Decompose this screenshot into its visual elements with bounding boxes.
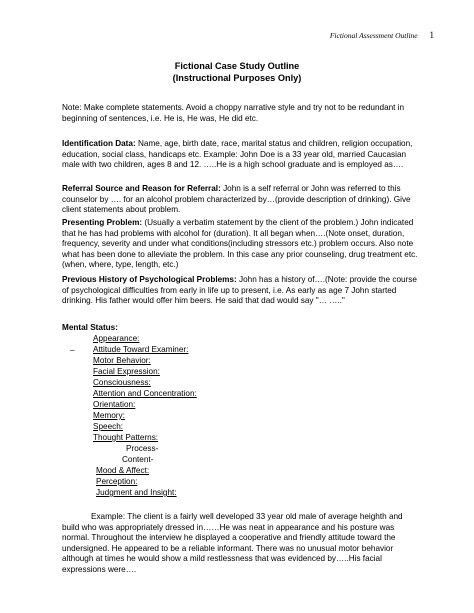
- history-paragraph: [62, 275, 420, 307]
- mental-status-item: Motor Behavior:: [93, 356, 151, 365]
- mental-status-item: Facial Expression:: [93, 367, 160, 376]
- note-paragraph: Note: Make complete statements. Avoid a choppy narrative style and try not to be redundant in beginning of sentences, i.e. He is, He was, He did etc.: [62, 103, 405, 123]
- mental-status-heading: Mental Status:: [62, 323, 118, 332]
- running-title: Fictional Assessment Outline: [329, 31, 418, 40]
- mental-status-item: Memory:: [93, 411, 125, 420]
- presenting-label: Presenting Problem:: [62, 218, 143, 227]
- example-paragraph: Example: The client is a fairly well developed 33 year old male of average heighth and build who was appropriately dressed in……He was neat in appearance and his posture was normal. Throughout the interview he displayed a cooperative and friendly attitude toward the undersigned. He appeared to be a reliable informant. There was no unusual motor behavior although at times he would show a mild restlessness that was evidenced by…..His facial expressions were….: [62, 512, 403, 574]
- referral-label: Referral Source and Reason for Referral:: [62, 184, 221, 193]
- referral-text: John is a self referral or John was referred to this counselor by …. for an alcohol problem characterized by…(provide description of drinking). Give client statements about problem.: [62, 184, 411, 215]
- identification-label: Identification Data:: [62, 139, 136, 148]
- mental-status-item: Attention and Concentration:: [93, 389, 197, 398]
- presenting-paragraph: [62, 218, 420, 271]
- mental-status-item: Judgment and Insight:: [96, 488, 177, 497]
- mental-status-item: Appearance:: [93, 334, 140, 343]
- mental-status-item: Orientation:: [93, 400, 136, 409]
- mental-status-item: Consciousness:: [93, 378, 151, 387]
- mental-status-subitem: Process-: [126, 444, 159, 453]
- mental-status-item: Thought Patterns:: [93, 433, 159, 442]
- mental-status-item: Attitude Toward Examiner:: [93, 345, 189, 354]
- title-line-2: (Instructional Purposes Only): [172, 73, 302, 83]
- stray-mark: _: [70, 342, 75, 351]
- title-line-1: Fictional Case Study Outline: [174, 61, 300, 71]
- history-text: John has a history of….(Note: provide the course of psychological difficulties from early in life up to present, i.e. As early as age 7 John started drinking. His father would offer him beers. He said that dad would say "… …..": [62, 275, 417, 306]
- mental-status-item: Mood & Affect:: [96, 466, 150, 475]
- presenting-text: (Usually a verbatim statement by the client of the problem.) John indicated that he has had problems with alcohol for (duration). It all began when….(Note onset, duration, frequency, severity and under what conditions(including stressors etc.) problem occurs. Also note what has been done to alleviate the problem. In this case any prior counseling, drug treatment etc.(when, where, type, length, etc.): [62, 218, 418, 270]
- mental-status-subitem: Content-: [122, 455, 154, 464]
- mental-status-item: Speech:: [93, 422, 124, 431]
- document-title: [0, 60, 474, 84]
- identification-text: Name, age, birth date, race, marital status and children, religion occupation, education, social class, handicaps etc. Example: John Doe is a 33 year old, married Caucasian male with two children, ages 8 and 12. …..He is a high school graduate and is employed as….: [62, 139, 413, 170]
- history-label: Previous History of Psychological Problems:: [62, 275, 237, 284]
- page-number: 1: [429, 30, 434, 40]
- running-header: [330, 30, 434, 40]
- identification-paragraph: [62, 139, 420, 171]
- referral-paragraph: [62, 184, 420, 216]
- mental-status-item: Perception:: [96, 477, 138, 486]
